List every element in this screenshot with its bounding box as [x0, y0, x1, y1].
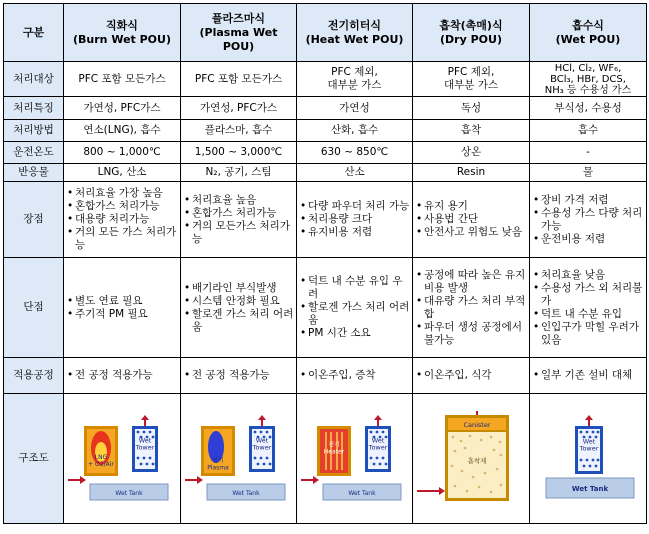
bullet-cell	[413, 358, 530, 394]
bullet-list	[532, 194, 644, 246]
bullet-item: • 다량 파우더 처리 가능	[299, 200, 410, 213]
bullet-cell	[64, 358, 181, 394]
bullet-list	[66, 187, 178, 252]
bullet-cell	[297, 182, 413, 258]
bullet-list	[415, 200, 527, 239]
bullet-item: • 할로겐 가스 처리 어려움	[183, 308, 294, 334]
comparison-table	[3, 3, 647, 524]
row-method	[4, 120, 647, 142]
cell-text: 800 ~ 1,000℃	[64, 142, 181, 164]
bullet-item: • 안전사고 위험도 낮음	[415, 226, 527, 239]
row-advantages	[4, 182, 647, 258]
col-subtitle: (Plasma Wet POU)	[199, 25, 278, 53]
dry-structure-diagram	[415, 411, 527, 507]
col-title: 직화식	[106, 18, 138, 32]
row-label: 구조도	[4, 394, 64, 524]
cell-text: 산화, 흡수	[297, 120, 413, 142]
cell-text: 상온	[413, 142, 530, 164]
bullet-cell	[530, 182, 647, 258]
bullet-item: • 처리용량 크다	[299, 213, 410, 226]
diagram-cell-plasma	[181, 394, 297, 524]
cell-text: 부식성, 수용성	[530, 97, 647, 120]
adsorbent-bed	[448, 432, 506, 498]
wet-tank-label: Wet Tank	[571, 484, 609, 493]
bullet-list	[183, 369, 294, 382]
label-line-1: Wet	[138, 436, 152, 444]
col-header-plasma	[181, 4, 297, 62]
label-line-2: Heater	[323, 448, 345, 455]
inlet-arrow-head-icon	[439, 487, 445, 495]
bullet-item: • 처리효율 낮음	[532, 269, 644, 282]
bullet-cell	[181, 358, 297, 394]
label-line-2: Tower	[579, 444, 599, 452]
cell-text: 가연성	[297, 97, 413, 120]
bullet-list	[183, 194, 294, 246]
cell-text: Resin	[413, 164, 530, 182]
bullet-item: • 유지비용 저렴	[299, 226, 410, 239]
bullet-list	[66, 295, 178, 321]
burn-structure-diagram	[66, 414, 178, 504]
label-line-2: Tower	[135, 443, 155, 451]
cell-text: N₂, 공기, 스팀	[181, 164, 297, 182]
cell-text: 1,500 ~ 3,000℃	[181, 142, 297, 164]
row-process	[4, 358, 647, 394]
bullet-item: • 덕트 내 수분 유입 우려	[299, 275, 410, 301]
inlet-arrow-head-icon	[313, 476, 319, 484]
bullet-cell	[413, 258, 530, 358]
col-header-burn	[64, 4, 181, 62]
exhaust-arrow-head-icon	[585, 415, 593, 420]
exhaust-arrow-head-icon	[374, 415, 382, 420]
bullet-item: • 처리효율 높음	[183, 194, 294, 207]
cell-text: 플라스마, 흡수	[181, 120, 297, 142]
row-label: 적용공정	[4, 358, 64, 394]
wet-tank-label: Wet Tank	[115, 489, 143, 497]
cell-text: PFC 제외, 대부분 가스	[413, 62, 530, 97]
cell-text: 독성	[413, 97, 530, 120]
row-label: 처리대상	[4, 62, 64, 97]
row-reactant	[4, 164, 647, 182]
col-title: 전기히터식	[327, 18, 382, 32]
bullet-item: • 파우더 생성 공정에서 불가능	[415, 321, 527, 347]
row-disadvantages	[4, 258, 647, 358]
label-line-1: 전기	[328, 441, 340, 448]
col-header-heat	[297, 4, 413, 62]
cell-text: 가연성, PFC가스	[64, 97, 181, 120]
bullet-item: • 수용성 가스 다량 처리가능	[532, 207, 644, 233]
inlet-arrow-head-icon	[197, 476, 203, 484]
bullet-item: • 시스템 안정화 필요	[183, 295, 294, 308]
cell-text: 흡착	[413, 120, 530, 142]
bullet-item: • 덕트 내 수분 유입	[532, 308, 644, 321]
bullet-cell	[181, 182, 297, 258]
heat-structure-diagram	[299, 414, 411, 504]
bullet-cell	[530, 258, 647, 358]
row-target	[4, 62, 647, 97]
bullet-item: • 인입구가 막힐 우려가 있음	[532, 321, 644, 347]
bullet-item: • 수용성 가스 외 처리불가	[532, 282, 644, 308]
col-header-wet	[530, 4, 647, 62]
adsorbent-label: 흡착제	[467, 456, 487, 465]
bullet-item: • 전 공정 적용가능	[183, 369, 294, 382]
cell-text: PFC 포함 모든가스	[181, 62, 297, 97]
cell-text: PFC 제외, 대부분 가스	[297, 62, 413, 97]
col-title: 플라즈마식	[211, 11, 266, 25]
label-line-2: Tower	[252, 443, 272, 451]
bullet-item: • 대용량 처리가능	[66, 213, 178, 226]
cell-text: 가연성, PFC가스	[181, 97, 297, 120]
bullet-list	[299, 200, 410, 239]
cell-text: PFC 포함 모든가스	[64, 62, 181, 97]
bullet-item: • 전 공정 적용가능	[66, 369, 178, 382]
row-label: 운전온도	[4, 142, 64, 164]
bullet-cell	[413, 182, 530, 258]
row-label: 단점	[4, 258, 64, 358]
canister-label: Canister	[463, 420, 491, 429]
bullet-item: • 별도 연료 필요	[66, 295, 178, 308]
wet-tank-label: Wet Tank	[232, 489, 260, 497]
bullet-cell	[181, 258, 297, 358]
row-label: 처리특징	[4, 97, 64, 120]
col-subtitle: (Wet POU)	[555, 32, 621, 46]
wet-tank-label: Wet Tank	[348, 489, 376, 497]
bullet-item: • 할로겐 가스 처리 어려움	[299, 301, 410, 327]
bullet-cell	[64, 182, 181, 258]
bullet-cell	[64, 258, 181, 358]
bullet-list	[415, 369, 527, 382]
bullet-item: • 배기라인 부식발생	[183, 282, 294, 295]
label-line-1: Wet	[255, 436, 269, 444]
bullet-item: • 유지 용기	[415, 200, 527, 213]
bullet-item: • 일부 기존 설비 대체	[532, 369, 644, 382]
diagram-cell-wet	[530, 394, 647, 524]
col-title: 흡착(촉매)식	[439, 18, 503, 32]
diagram-cell-dry	[413, 394, 530, 524]
row-label: 반응물	[4, 164, 64, 182]
bullet-list	[415, 269, 527, 347]
bullet-list	[532, 269, 644, 347]
row-features	[4, 97, 647, 120]
bullet-item: • 공정에 따라 높은 유지 비용 발생	[415, 269, 527, 295]
label-line-1: Wet	[371, 436, 385, 444]
bullet-cell	[297, 358, 413, 394]
label-line-2: + O2/Air	[88, 460, 114, 468]
bullet-list	[299, 275, 410, 340]
bullet-item: • 이온주입, 식각	[415, 369, 527, 382]
cell-text: 물	[530, 164, 647, 182]
cell-text: 연소(LNG), 흡수	[64, 120, 181, 142]
cell-text: HCl, Cl₂, WF₆, BCl₃, HBr, DCS, NH₃ 등 수용성 가스	[530, 62, 647, 97]
bullet-item: • 장비 가격 저렴	[532, 194, 644, 207]
col-subtitle: (Dry POU)	[440, 32, 502, 46]
bullet-item: • PM 시간 소요	[299, 327, 410, 340]
label-line-1: LNG	[94, 453, 108, 461]
bullet-item: • 이온주입, 증착	[299, 369, 410, 382]
row-label: 장점	[4, 182, 64, 258]
cell-text: 산소	[297, 164, 413, 182]
plasma-structure-diagram	[183, 414, 295, 504]
bullet-list	[183, 282, 294, 334]
bullet-list	[299, 369, 410, 382]
col-header-dry	[413, 4, 530, 62]
col-title: 흡수식	[572, 18, 604, 32]
bullet-item: • 대유량 가스 처리 부적합	[415, 295, 527, 321]
bullet-item: • 주기적 PM 필요	[66, 308, 178, 321]
label-line-2: Tower	[368, 443, 388, 451]
bullet-list	[66, 369, 178, 382]
row-label: 처리방법	[4, 120, 64, 142]
label-line-1: 전기	[212, 457, 224, 464]
bullet-item: • 운전비용 저렴	[532, 233, 644, 246]
bullet-item: • 혼합가스 처리가능	[66, 200, 178, 213]
diagram-cell-heat	[297, 394, 413, 524]
bullet-cell	[297, 258, 413, 358]
row-structure	[4, 394, 647, 524]
cell-text: -	[530, 142, 647, 164]
bullet-item: • 거의 모든가스 처리가능	[183, 220, 294, 246]
bullet-list	[532, 369, 644, 382]
bullet-item: • 사용법 간단	[415, 213, 527, 226]
col-subtitle: (Heat Wet POU)	[305, 32, 404, 46]
bullet-cell	[530, 358, 647, 394]
cell-text: 흡수	[530, 120, 647, 142]
wet-structure-diagram	[532, 414, 644, 504]
row-temperature	[4, 142, 647, 164]
bullet-item: • 혼합가스 처리가능	[183, 207, 294, 220]
cell-text: 630 ~ 850℃	[297, 142, 413, 164]
diagram-cell-burn	[64, 394, 181, 524]
bullet-item: • 처리효율 가장 높음	[66, 187, 178, 200]
cell-text: LNG, 산소	[64, 164, 181, 182]
exhaust-arrow-head-icon	[258, 415, 266, 420]
label-line-2: Plasma	[207, 464, 229, 471]
corner-header: 구분	[4, 4, 64, 62]
col-subtitle: (Burn Wet POU)	[73, 32, 171, 46]
label-line-1: Wet	[582, 437, 596, 445]
header-row	[4, 4, 647, 62]
bullet-item: • 거의 모든 가스 처리가능	[66, 226, 178, 252]
